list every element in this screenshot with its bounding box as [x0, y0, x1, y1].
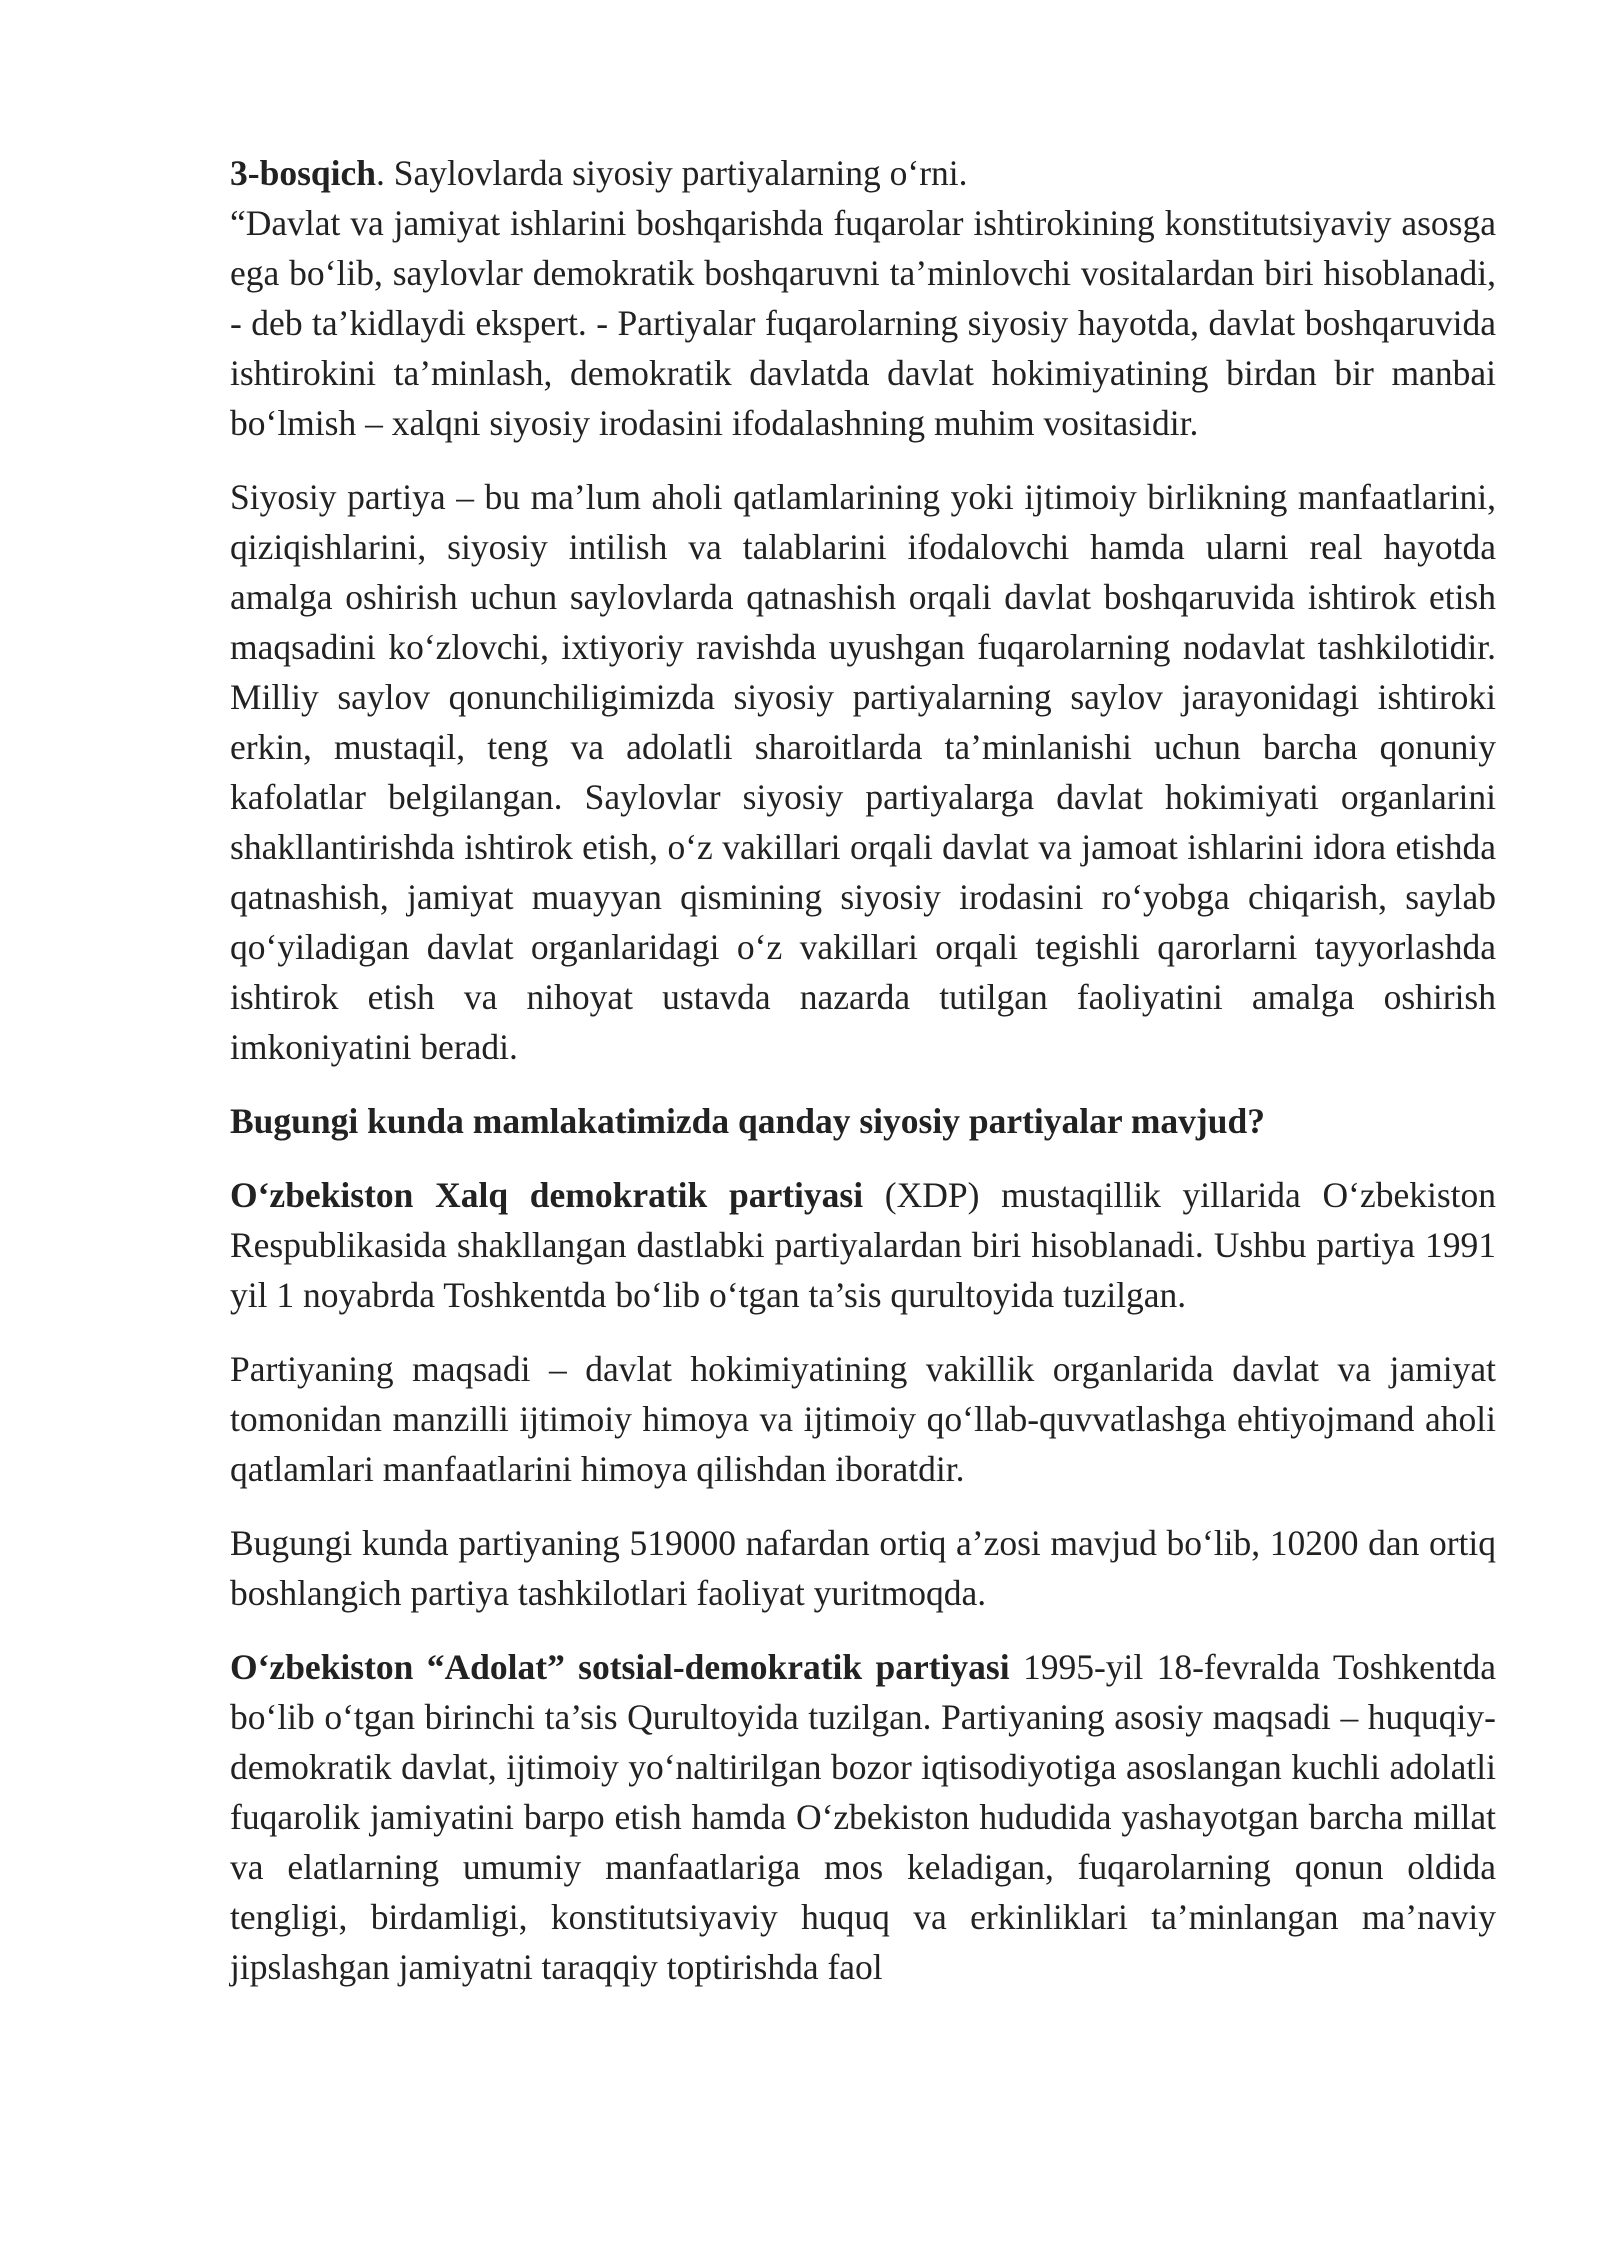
paragraph-xdp-bold: O‘zbekiston Xalq demokratik partiyasi — [230, 1175, 864, 1215]
paragraph-adolat-bold: O‘zbekiston “Adolat” sotsial-demokratik partiyasi — [230, 1647, 1010, 1687]
section-heading-text: . Saylovlarda siyosiy partiyalarning o‘rni. — [376, 153, 968, 193]
paragraph-adolat — [230, 1642, 1496, 1992]
paragraph-party-definition: Siyosiy partiya – bu ma’lum aholi qatlamlarining yoki ijtimoiy birlikning manfaatlarini, qiziqishlarini, siyosiy intilish va talablarini ifodalovchi hamda ularni real hayotda amalga oshirish uchun saylovlarda qatnashish orqali davlat boshqaruvida ishtirok etish maqsadini ko‘zlovchi, ixtiyoriy ravishda uyushgan fuqarolarning nodavlat tashkilotidir. Milliy saylov qonunchiligimizda siyosiy partiyalarning saylov jarayonidagi ishtiroki erkin, mustaqil, teng va adolatli sharoitlarda ta’minlanishi uchun barcha qonuniy kafolatlar belgilangan. Saylovlar siyosiy partiyalarga davlat hokimiyati organlarini shakllantirishda ishtirok etish, o‘z vakillari orqali davlat va jamoat ishlarini idora etishda qatnashish, jamiyat muayyan qismining siyosiy irodasini ro‘yobga chiqarish, saylab qo‘yiladigan davlat organlaridagi o‘z vakillari orqali tegishli qarorlarni tayyorlashda ishtirok etish va nihoyat ustavda nazarda tutilgan faoliyatini amalga oshirish imkoniyatini beradi. — [230, 477, 1496, 1067]
document-page — [230, 148, 1496, 1992]
section-heading — [230, 148, 1496, 198]
section-heading-bold: 3-bosqich — [230, 153, 376, 193]
paragraph-expert-quote: “Davlat va jamiyat ishlarini boshqarishda fuqarolar ishtirokining konstitutsiyaviy asosga ega bo‘lib, saylovlar demokratik boshqaruvni ta’minlovchi vositalardan biri hisoblanadi, - deb ta’kidlaydi ekspert. - Partiyalar fuqarolarning siyosiy hayotda, davlat boshqaruvida ishtirokini ta’minlash, demokratik davlatda davlat hokimiyatining birdan bir manbai bo‘lmish – xalqni siyosiy irodasini ifodalashning muhim vositasidir. — [230, 203, 1496, 443]
paragraph-xdp-goal: Partiyaning maqsadi – davlat hokimiyatining vakillik organlarida davlat va jamiyat tomonidan manzilli ijtimoiy himoya va ijtimoiy qo‘llab-quvvatlashga ehtiyojmand aholi qatlamlari manfaatlarini himoya qilishdan iboratdir. — [230, 1349, 1496, 1489]
paragraph-xdp-text: (XDP) mustaqillik yillarida O‘zbekiston Respublikasida shakllangan dastlabki partiyalardan biri hisoblanadi. Ushbu partiya 1991 yil 1 noyabrda Toshkentda bo‘lib o‘tgan ta’sis qurultoyida tuzilgan. — [230, 1175, 1496, 1315]
paragraph-xdp — [230, 1170, 1496, 1320]
question-heading — [230, 1096, 1496, 1146]
paragraph-xdp-members: Bugungi kunda partiyaning 519000 nafardan ortiq a’zosi mavjud bo‘lib, 10200 dan ortiq boshlangich partiya tashkilotlari faoliyat yuritmoqda. — [230, 1523, 1496, 1613]
paragraph-adolat-text: 1995-yil 18-fevralda Toshkentda bo‘lib o‘tgan birinchi ta’sis Qurultoyida tuzilgan. Partiyaning asosiy maqsadi – huquqiy-demokratik davlat, ijtimoiy yo‘naltirilgan bozor iqtisodiyotiga asoslangan kuchli adolatli fuqarolik jamiyatini barpo etish hamda O‘zbekiston hududida yashayotgan barcha millat va elatlarning umumiy manfaatlariga mos keladigan, fuqarolarning qonun oldida tengligi, birdamligi, konstitutsiyaviy huquq va erkinliklari ta’minlangan ma’naviy jipslashgan jamiyatni taraqqiy toptirishda faol — [230, 1647, 1497, 1987]
question-heading-text: Bugungi kunda mamlakatimizda qanday siyosiy partiyalar mavjud? — [230, 1101, 1265, 1141]
